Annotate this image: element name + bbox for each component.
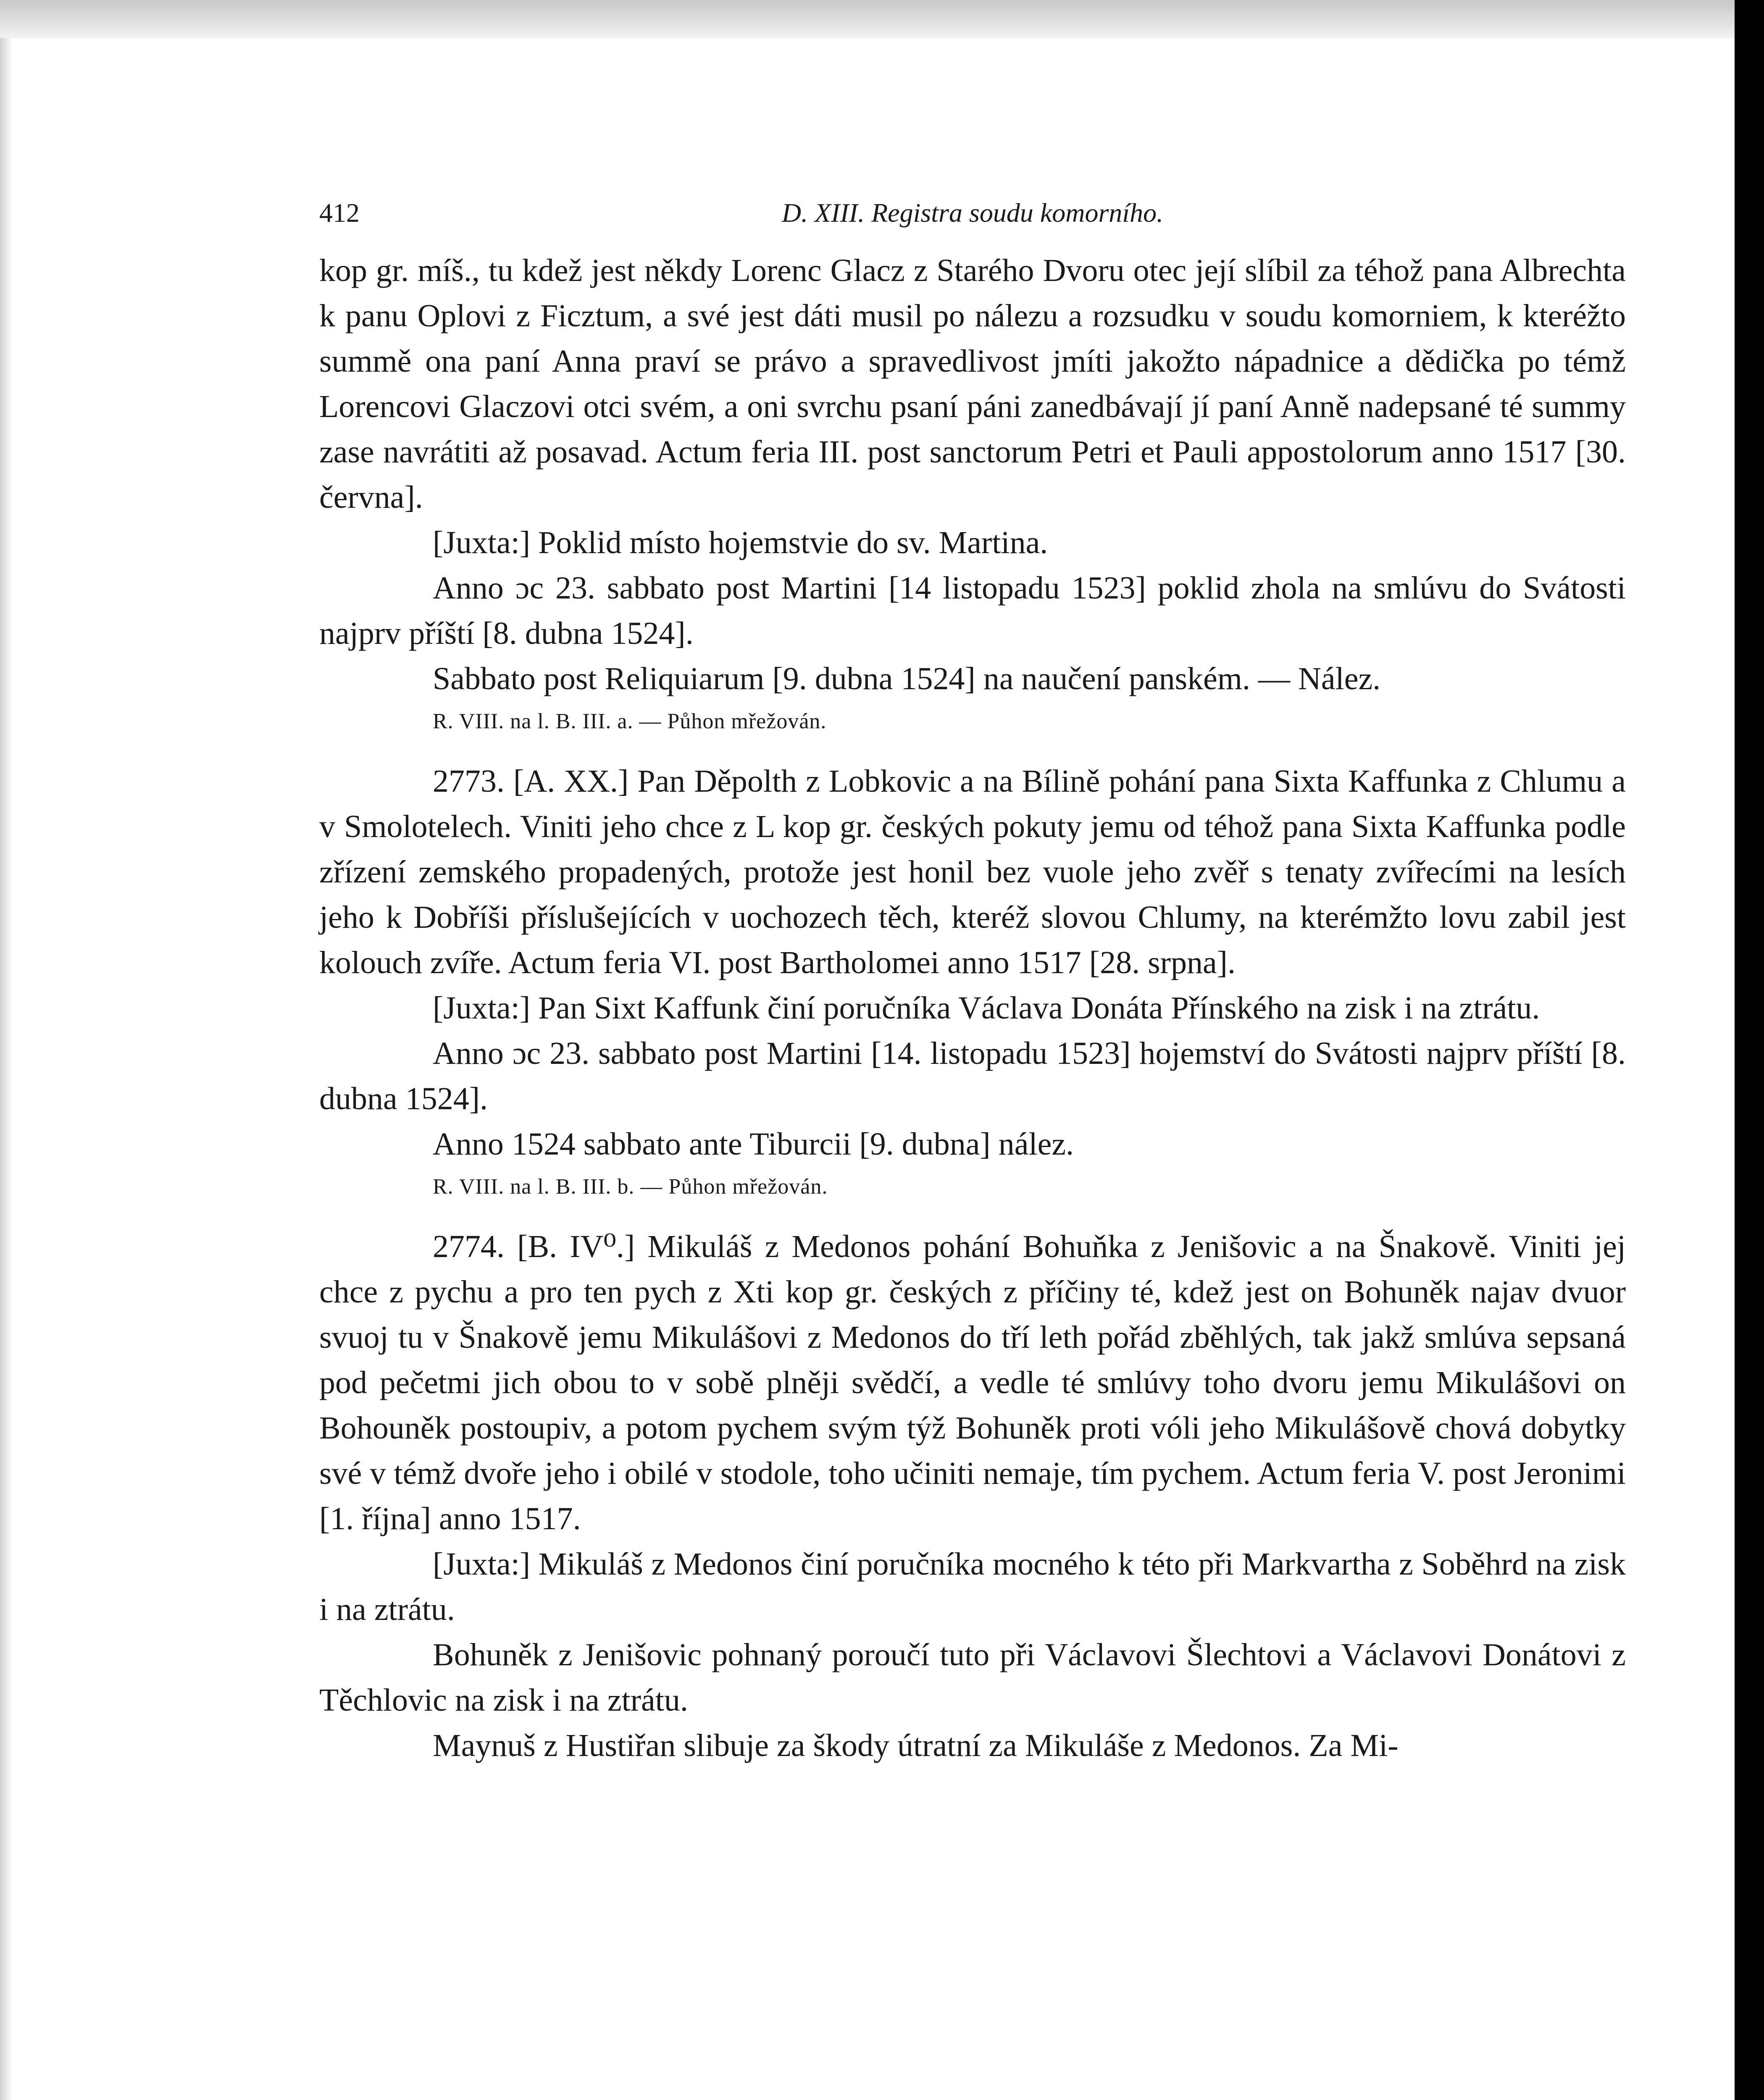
paragraph: Anno ɔc 23. sabbato post Martini [14 listopadu 1523] poklid zhola na smlúvu do Svátosti najprv příští [8. dubna 1524]. <box>319 570 1626 651</box>
scan-border-right <box>1735 0 1764 2100</box>
paragraph: Anno 1524 sabbato ante Tiburcii [9. dubna] nález. <box>433 1126 1074 1162</box>
paragraph: [Juxta:] Poklid místo hojemstvie do sv. Martina. <box>433 525 1048 560</box>
paragraph: Anno ɔc 23. sabbato post Martini [14. listopadu 1523] hojemství do Svátosti najprv příští [8. dubna 1524]. <box>319 1036 1626 1116</box>
book-page <box>319 197 1626 1768</box>
paragraph: [Juxta:] Mikuláš z Medonos činí poručníka mocného k této při Markvartha z Soběhrd na zisk i na ztrátu. <box>319 1546 1626 1627</box>
scan-border-left <box>0 0 13 2100</box>
entry-paragraph: 2773. [A. XX.] Pan Děpolth z Lobkovic a na Bílině pohání pana Sixta Kaffunka z Chlumu a v Smolotelech. Viniti jeho chce z L kop gr. českých pokuty jemu od téhož pana Sixta Kaffunka podle zřízení zemského propadených, protože jest honil bez vuole jeho zvěř s tenaty zvířecími na lesích jeho k Dobříši příslušejících v uochozech těch, kteréž slovou Chlumy, na kterémžto lovu zabil jest kolouch zvíře. Actum feria VI. post Bartholomei anno 1517 [28. srpna]. <box>319 764 1626 980</box>
page-number: 412 <box>319 198 360 228</box>
entry-paragraph: 2774. [B. IV⁰.] Mikuláš z Medonos pohání Bohuňka z Jenišovic a na Šnakově. Viniti jej chce z pychu a pro ten pych z Xti kop gr. českých z příčiny té, kdež jest on Bohuněk najav dvuor svuoj tu v Šnakově jemu Mikulášovi z Medonos do tří leth pořád zběhlých, tak jakž smlúva sepsaná pod pečetmi jich obou to v sobě plněji svědčí, a vedle té smlúvy toho dvoru jemu Mikulášovi on Bohouněk postoupiv, a potom pychem svým týž Bohuněk proti vóli jeho Mikulášově chová dobytky své v témž dvoře jeho i obilé v stodole, toho učiniti nemaje, tím pychem. Actum feria V. post Jeronimi [1. října] anno 1517. <box>319 1229 1626 1536</box>
running-head <box>319 197 1626 248</box>
source-note: R. VIII. na l. B. III. a. — Půhon mřežován. <box>433 709 827 733</box>
running-title: D. XIII. Registra soudu komorního. <box>781 198 1164 228</box>
page-body <box>319 248 1626 1768</box>
paragraph: Sabbato post Reliquiarum [9. dubna 1524] na naučení panském. — Nález. <box>433 661 1381 696</box>
paragraph: kop gr. míš., tu kdež jest někdy Lorenc Glacz z Starého Dvoru otec její slíbil za téhož pana Albrechta k panu Oplovi z Ficztum, a své jest dáti musil po nálezu a rozsudku v soudu komorniem, k kteréžto summě ona paní Anna praví se právo a spravedlivost jmíti jakožto nápadnice a dědička po témž Lorencovi Glaczovi otci svém, a oni svrchu psaní páni zanedbávají jí paní Anně nadepsané té summy zase navrátiti až posavad. Actum feria III. post sanctorum Petri et Pauli appostolorum anno 1517 [30. června]. <box>319 253 1626 515</box>
paragraph: Bohuněk z Jenišovic pohnaný poroučí tuto při Václavovi Šlechtovi a Václavovi Donátovi z Těchlovic na zisk i na ztrátu. <box>319 1637 1626 1718</box>
source-note: R. VIII. na l. B. III. b. — Půhon mřežován. <box>433 1175 828 1199</box>
paragraph: Maynuš z Hustiřan slibuje za škody útratní za Mikuláše z Medonos. Za Mi- <box>433 1728 1399 1763</box>
paragraph: [Juxta:] Pan Sixt Kaffunk činí poručníka Václava Donáta Přínského na zisk i na ztrátu. <box>433 990 1540 1026</box>
scan-border-top <box>0 0 1764 38</box>
